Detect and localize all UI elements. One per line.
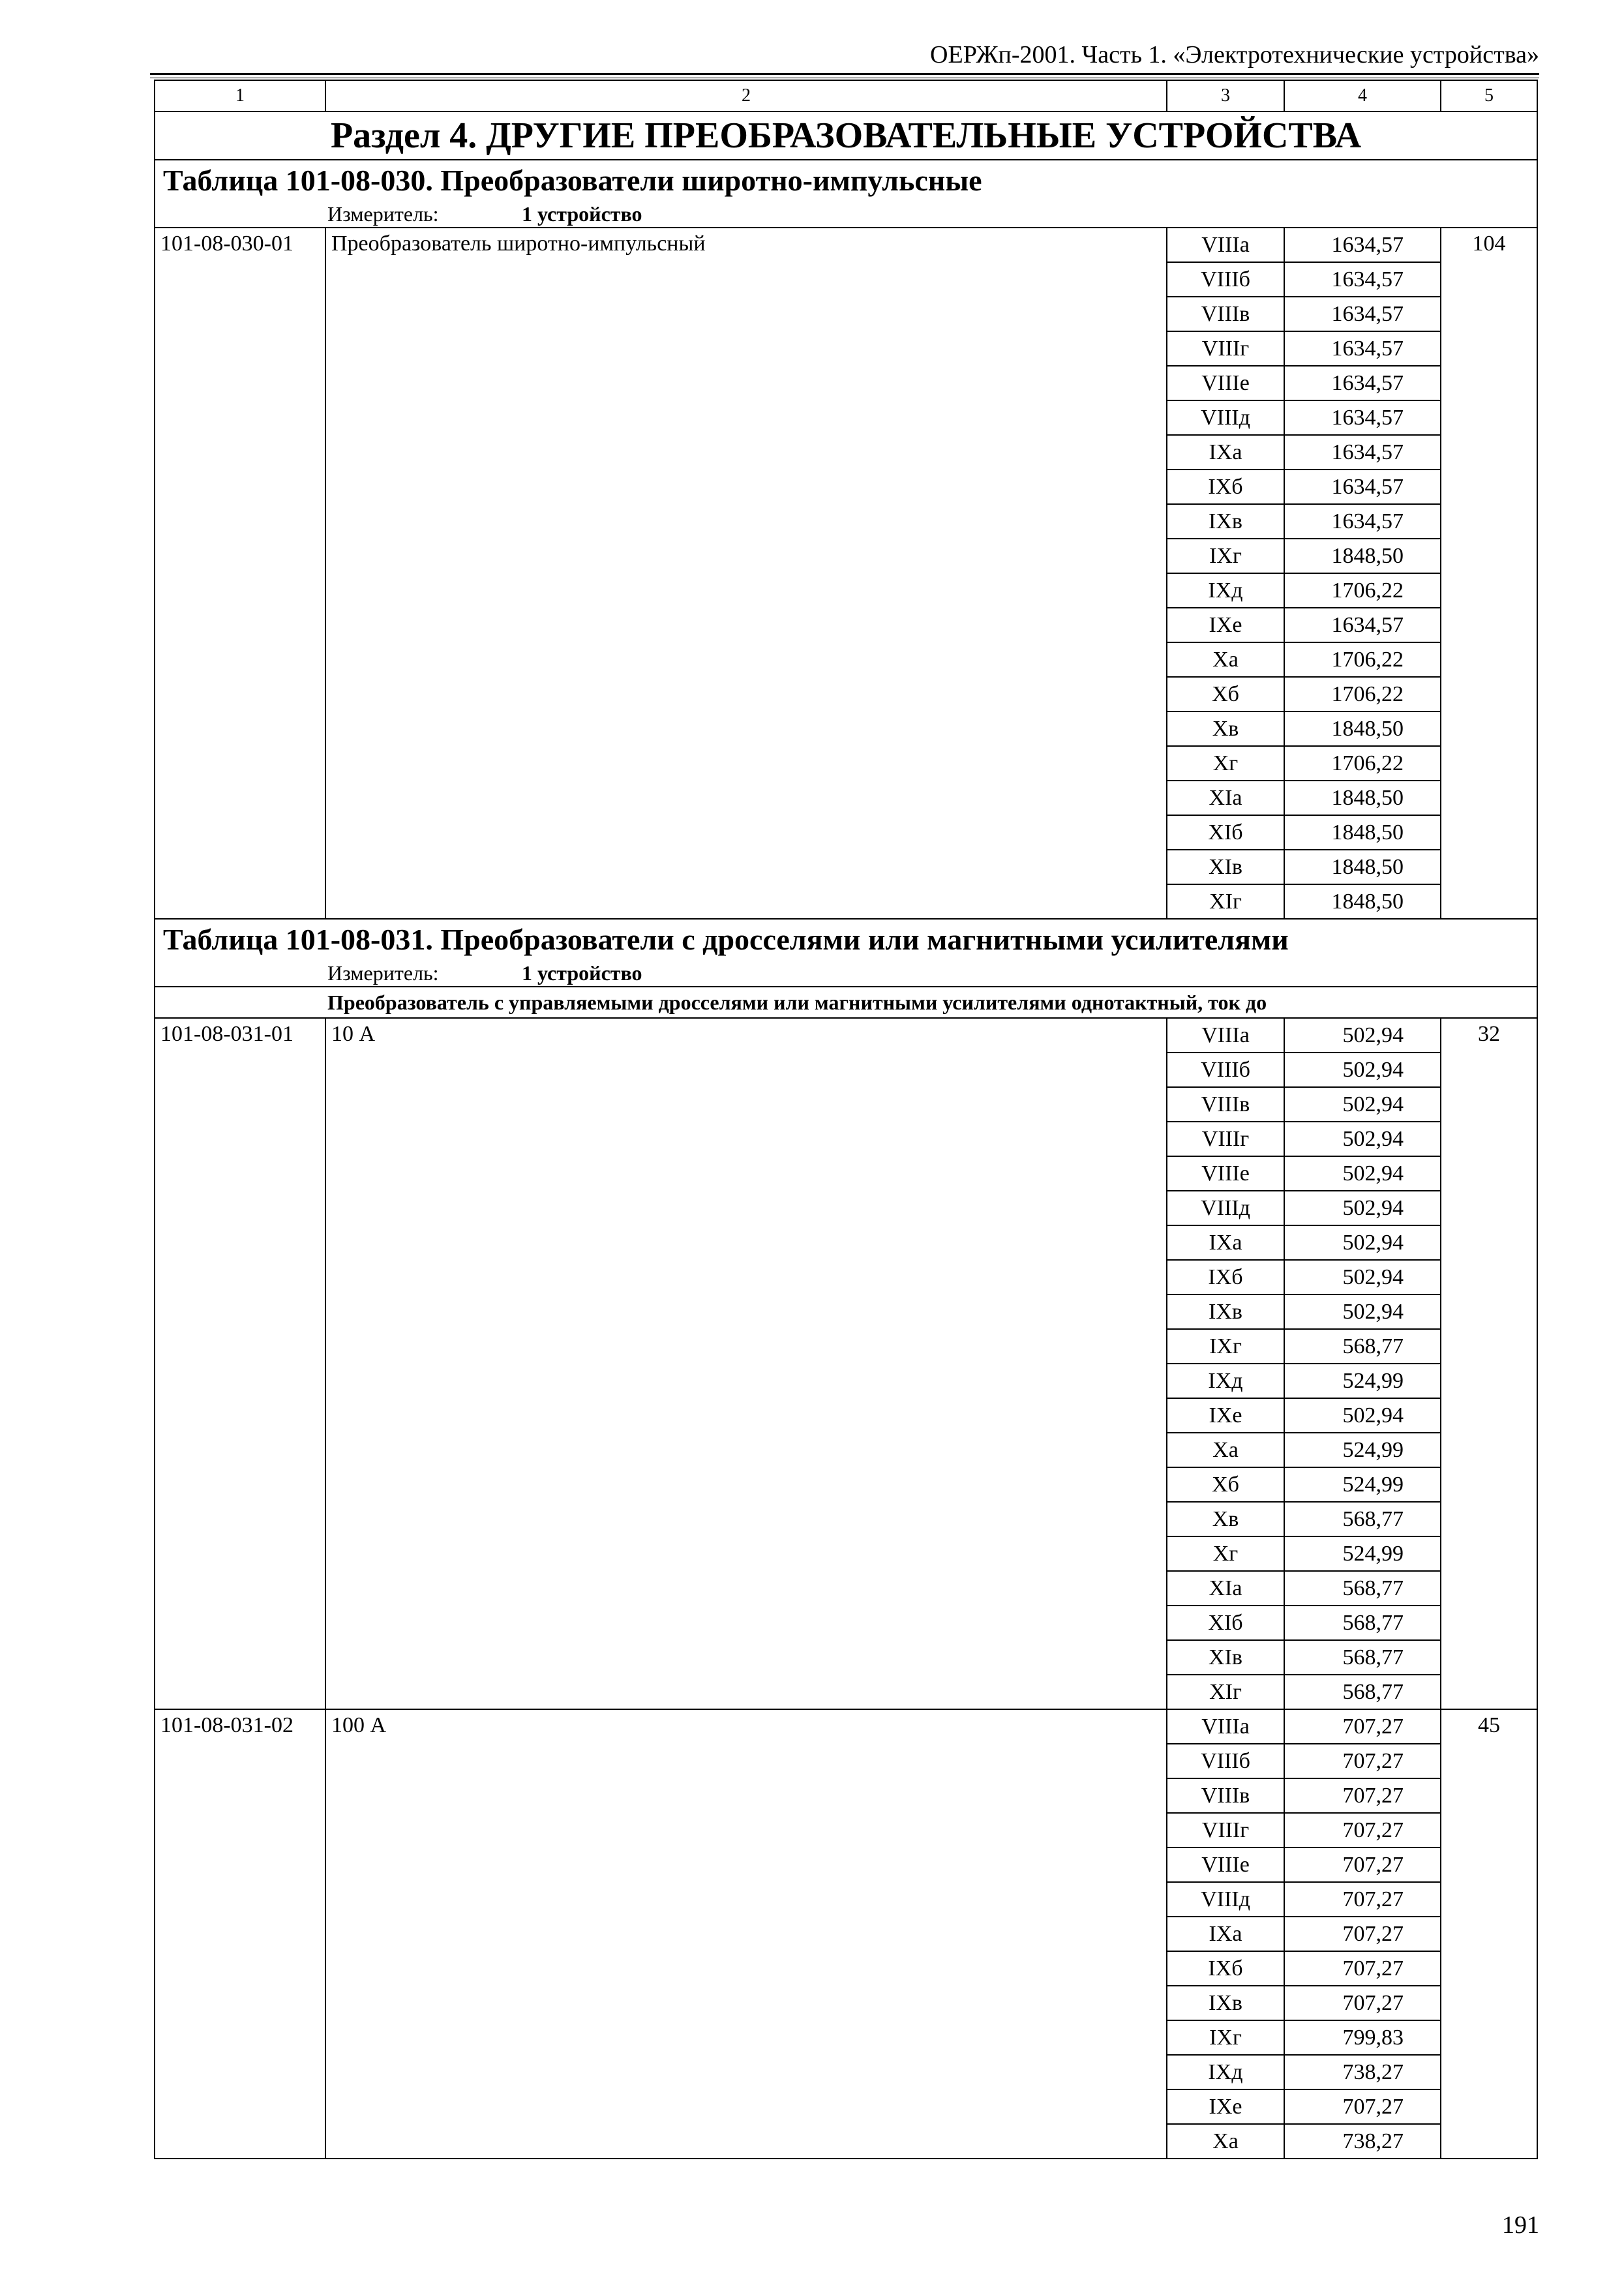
price-value: 1634,57 — [1284, 435, 1441, 470]
region-zone: IXе — [1167, 1398, 1284, 1433]
price-value: 502,94 — [1284, 1225, 1441, 1260]
price-value: 502,94 — [1284, 1191, 1441, 1225]
price-value: 1706,22 — [1284, 677, 1441, 711]
price-value: 1634,57 — [1284, 400, 1441, 435]
region-zone: XIг — [1167, 884, 1284, 919]
region-zone: IXд — [1167, 2055, 1284, 2089]
region-zone: Xа — [1167, 642, 1284, 677]
region-zone: Xа — [1167, 2124, 1284, 2159]
price-value: 502,94 — [1284, 1087, 1441, 1122]
region-zone: IXв — [1167, 1986, 1284, 2020]
price-value: 707,27 — [1284, 1813, 1441, 1848]
region-zone: Xв — [1167, 711, 1284, 746]
price-value: 502,94 — [1284, 1122, 1441, 1156]
section-title: Раздел 4. ДРУГИЕ ПРЕОБРАЗОВАТЕЛЬНЫЕ УСТРОЙСТВА — [155, 112, 1537, 160]
price-value: 1634,57 — [1284, 504, 1441, 539]
region-zone: IXг — [1167, 539, 1284, 573]
region-zone: VIIIв — [1167, 297, 1284, 331]
region-zone: VIIIа — [1167, 1709, 1284, 1744]
price-value: 1848,50 — [1284, 781, 1441, 815]
measure-cell — [155, 960, 1537, 987]
price-value: 1848,50 — [1284, 815, 1441, 850]
item-code: 101-08-031-02 — [155, 1709, 325, 2159]
price-value: 1706,22 — [1284, 573, 1441, 608]
region-zone: IXа — [1167, 1917, 1284, 1951]
price-value: 502,94 — [1284, 1018, 1441, 1053]
price-value: 1634,57 — [1284, 297, 1441, 331]
price-value: 1848,50 — [1284, 884, 1441, 919]
column5-value: 104 — [1441, 228, 1537, 919]
region-zone: VIIIб — [1167, 1053, 1284, 1087]
region-zone: XIа — [1167, 781, 1284, 815]
price-value: 799,83 — [1284, 2020, 1441, 2055]
price-value: 568,77 — [1284, 1502, 1441, 1536]
measure-label: Измеритель: — [327, 202, 439, 226]
region-zone: Xг — [1167, 1536, 1284, 1571]
price-value: 707,27 — [1284, 1882, 1441, 1917]
price-value: 707,27 — [1284, 1848, 1441, 1882]
region-zone: Xг — [1167, 746, 1284, 781]
region-zone: XIв — [1167, 1640, 1284, 1675]
price-value: 568,77 — [1284, 1329, 1441, 1364]
price-value: 707,27 — [1284, 1986, 1441, 2020]
price-value: 502,94 — [1284, 1156, 1441, 1191]
region-zone: Xв — [1167, 1502, 1284, 1536]
column-number: 5 — [1441, 80, 1537, 112]
column5-value: 32 — [1441, 1018, 1537, 1709]
price-value: 502,94 — [1284, 1398, 1441, 1433]
price-value: 524,99 — [1284, 1433, 1441, 1467]
price-value: 1634,57 — [1284, 470, 1441, 504]
price-value: 707,27 — [1284, 2089, 1441, 2124]
table-title: Таблица 101-08-031. Преобразователи с дросселями или магнитными усилителями — [155, 919, 1537, 960]
region-zone: VIIIд — [1167, 1191, 1284, 1225]
region-zone: Xб — [1167, 677, 1284, 711]
region-zone: VIIIд — [1167, 400, 1284, 435]
region-zone: XIв — [1167, 850, 1284, 884]
price-value: 1634,57 — [1284, 262, 1441, 297]
item-name: Преобразователь широтно-импульсный — [325, 228, 1167, 919]
price-value: 1634,57 — [1284, 331, 1441, 366]
table-row — [155, 228, 1537, 262]
region-zone: Xа — [1167, 1433, 1284, 1467]
price-value: 738,27 — [1284, 2055, 1441, 2089]
page-number: 191 — [1502, 2211, 1539, 2239]
table-title: Таблица 101-08-030. Преобразователи широтно-импульсные — [155, 160, 1537, 201]
header-rule — [150, 73, 1539, 75]
price-value: 1848,50 — [1284, 711, 1441, 746]
region-zone: VIIIб — [1167, 1744, 1284, 1778]
item-name: 10 А — [325, 1018, 1167, 1709]
group-header: Преобразователь с управляемыми дросселями или магнитными усилителями однотактный, ток до — [155, 987, 1537, 1018]
price-value: 568,77 — [1284, 1675, 1441, 1709]
price-value: 524,99 — [1284, 1536, 1441, 1571]
region-zone: VIIIа — [1167, 228, 1284, 262]
region-zone: VIIIг — [1167, 1122, 1284, 1156]
column-number: 1 — [155, 80, 325, 112]
price-value: 524,99 — [1284, 1467, 1441, 1502]
table-row — [155, 1709, 1537, 1744]
price-value: 1634,57 — [1284, 608, 1441, 642]
region-zone: VIIIе — [1167, 1848, 1284, 1882]
region-zone: IXв — [1167, 504, 1284, 539]
column5-value: 45 — [1441, 1709, 1537, 2159]
item-code: 101-08-030-01 — [155, 228, 325, 919]
price-value: 524,99 — [1284, 1364, 1441, 1398]
measure-row — [155, 960, 1537, 987]
region-zone: VIIIг — [1167, 331, 1284, 366]
item-name: 100 А — [325, 1709, 1167, 2159]
measure-value: 1 устройство — [522, 202, 642, 226]
price-value: 707,27 — [1284, 1951, 1441, 1986]
region-zone: VIIIе — [1167, 1156, 1284, 1191]
region-zone: IXа — [1167, 1225, 1284, 1260]
column-number: 3 — [1167, 80, 1284, 112]
region-zone: VIIIв — [1167, 1087, 1284, 1122]
price-value: 502,94 — [1284, 1260, 1441, 1294]
price-value: 1848,50 — [1284, 850, 1441, 884]
price-value: 707,27 — [1284, 1778, 1441, 1813]
region-zone: IXг — [1167, 2020, 1284, 2055]
region-zone: VIIIв — [1167, 1778, 1284, 1813]
page-header: ОЕРЖп-2001. Часть 1. «Электротехнические устройства» — [930, 41, 1539, 68]
region-zone: VIIIд — [1167, 1882, 1284, 1917]
price-table — [154, 80, 1538, 2159]
price-value: 707,27 — [1284, 1709, 1441, 1744]
region-zone: IXе — [1167, 2089, 1284, 2124]
region-zone: XIа — [1167, 1571, 1284, 1606]
column-numbers-row — [155, 80, 1537, 112]
price-value: 568,77 — [1284, 1640, 1441, 1675]
table-row — [155, 1018, 1537, 1053]
region-zone: IXа — [1167, 435, 1284, 470]
price-value: 502,94 — [1284, 1053, 1441, 1087]
measure-value: 1 устройство — [522, 961, 642, 985]
price-value: 502,94 — [1284, 1294, 1441, 1329]
region-zone: IXг — [1167, 1329, 1284, 1364]
price-value: 738,27 — [1284, 2124, 1441, 2159]
region-zone: XIб — [1167, 815, 1284, 850]
column-number: 2 — [325, 80, 1167, 112]
region-zone: VIIIе — [1167, 366, 1284, 400]
region-zone: IXе — [1167, 608, 1284, 642]
price-value: 707,27 — [1284, 1917, 1441, 1951]
table-title-row — [155, 919, 1537, 960]
region-zone: VIIIг — [1167, 1813, 1284, 1848]
price-value: 1706,22 — [1284, 746, 1441, 781]
region-zone: IXб — [1167, 1951, 1284, 1986]
item-code: 101-08-031-01 — [155, 1018, 325, 1709]
price-value: 1634,57 — [1284, 228, 1441, 262]
price-value: 1634,57 — [1284, 366, 1441, 400]
group-header-row — [155, 987, 1537, 1018]
measure-row — [155, 201, 1537, 228]
region-zone: VIIIб — [1167, 262, 1284, 297]
measure-cell — [155, 201, 1537, 228]
region-zone: XIг — [1167, 1675, 1284, 1709]
price-value: 1706,22 — [1284, 642, 1441, 677]
region-zone: IXд — [1167, 1364, 1284, 1398]
price-value: 1848,50 — [1284, 539, 1441, 573]
region-zone: IXв — [1167, 1294, 1284, 1329]
section-title-row — [155, 112, 1537, 160]
region-zone: IXд — [1167, 573, 1284, 608]
measure-label: Измеритель: — [327, 961, 439, 985]
price-value: 568,77 — [1284, 1571, 1441, 1606]
table-title-row — [155, 160, 1537, 201]
region-zone: VIIIа — [1167, 1018, 1284, 1053]
price-value: 568,77 — [1284, 1606, 1441, 1640]
region-zone: XIб — [1167, 1606, 1284, 1640]
region-zone: Xб — [1167, 1467, 1284, 1502]
region-zone: IXб — [1167, 1260, 1284, 1294]
region-zone: IXб — [1167, 470, 1284, 504]
price-value: 707,27 — [1284, 1744, 1441, 1778]
column-number: 4 — [1284, 80, 1441, 112]
